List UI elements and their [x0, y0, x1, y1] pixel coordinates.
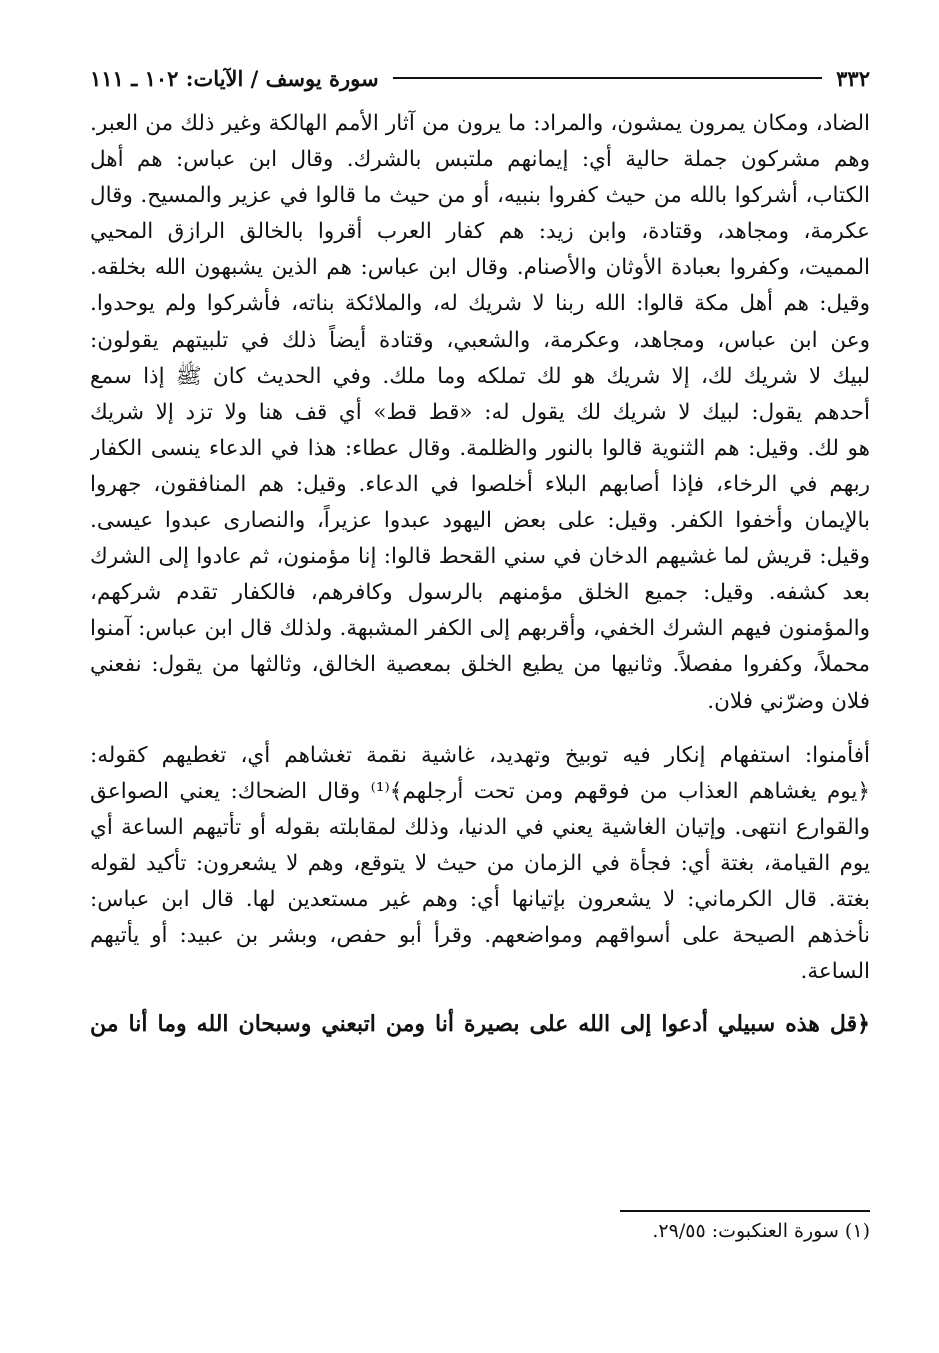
text-line: والمؤمنون فيهم الشرك الخفي، وأقربهم إلى الكفر المشبهة. ولذلك قال ابن عباس: آمنوا — [90, 616, 870, 642]
paragraph-gap — [90, 720, 870, 738]
text-line: الكتاب، أشركوا بالله من حيث كفروا بنبيه، أو من حيث ما قالوا في عزير والمسيح. وقال — [90, 183, 870, 209]
text-line: يوم القيامة، بغتة أي: فجأة في الزمان من حيث لا يتوقع، وهم لا يشعرون: تأكيد لقوله — [90, 850, 870, 876]
text-line: بعد كشفه. وقيل: جميع الخلق مؤمنهم بالرسول وكافرهم، فالكفار تقدم شركهم، — [90, 580, 870, 606]
text-line: الساعة. — [800, 959, 870, 985]
text-line: وقيل: قريش لما غشيهم الدخان في سني القحط قالوا: إنا مؤمنون، ثم عادوا إلى الشرك — [90, 544, 870, 570]
body-text — [90, 106, 870, 1042]
footnote: (١) سورة العنكبوت: ٢٩/٥٥. — [652, 1220, 870, 1242]
text-line: المميت، وكفروا بعبادة الأوثان والأصنام. وقال ابن عباس: هم الذين يشبهون الله بخلقه. — [90, 255, 870, 281]
text-line: ﴿يوم يغشاهم العذاب من فوقهم ومن تحت أرجلهم﴾⁽¹⁾ وقال الضحاك: يعني الصواعق — [90, 778, 870, 804]
running-title: سورة يوسف / الآيات: ١٠٢ ـ ١١١ — [90, 65, 379, 91]
text-line: أحدهم يقول: لبيك لا شريك لك يقول له: «قط قط» أي قف هنا ولا تزد إلا شريك — [90, 399, 870, 425]
text-line: والقوارع انتهى. وإتيان الغاشية يعني في الدنيا، وذلك لمقابلته بقوله أو تأتيهم الساعة أي — [90, 814, 870, 840]
text-line: الضاد، ومكان يمرون يمشون، والمراد: ما يرون من آثار الأمم الهالكة وغير ذلك من العبر. — [90, 111, 870, 136]
text-line: هو لك. وقيل: هم الثنوية قالوا بالنور والظلمة. وقال عطاء: هذا في الدعاء ينسى الكفار — [90, 435, 870, 461]
text-line: فلان وضرّني فلان. — [707, 688, 870, 714]
text-line: وعن ابن عباس، ومجاهد، وعكرمة، والشعبي، وقتادة أيضاً ذلك في تلبيتهم يقولون: — [90, 327, 870, 353]
page — [90, 60, 870, 1042]
header-rule — [393, 77, 823, 79]
text-line: وقيل: هم أهل مكة قالوا: الله ربنا لا شريك له، والملائكة بناته، فأشركوا ولم يوحدوا. — [90, 291, 870, 317]
text-line: بغتة. قال الكرماني: لا يشعرون بإتيانها أي: وهم غير مستعدين لها. قال ابن عباس: — [90, 886, 870, 912]
text-line: لبيك لا شريك لك، إلا شريك هو لك تملكه وما ملك. وفي الحديث كان ﷺ إذا سمع — [90, 363, 870, 389]
text-line: محملاً، وكفروا مفصلاً. وثانيها من يطيع الخلق بمعصية الخالق، وثالثها من يقول: نفعني — [90, 652, 870, 678]
running-header — [90, 60, 870, 96]
paragraph-2 — [90, 738, 870, 991]
text-line: ربهم في الرخاء، فإذا أصابهم البلاء أخلصوا في الدعاء. وقيل: هم المنافقون، جهروا — [90, 471, 870, 497]
text-line: أفأمنوا: استفهام إنكار فيه توبيخ وتهديد، غاشية نقمة تغشاهم أي، تغطيهم كقوله: — [90, 742, 870, 768]
text-line: عكرمة، ومجاهد، وقتادة، وابن زيد: هم كفار العرب أقروا بالخالق الرازق المحيي — [90, 219, 870, 245]
text-line: بالإيمان وأخفوا الكفر. وقيل: على بعض اليهود عبدوا عزيراً، والنصارى عبدوا عيسى. — [90, 508, 870, 534]
text-line: نأخذهم الصيحة على أسواقهم ومواضعهم. وقرأ أبو حفص، وبشر بن عبيد: أو يأتيهم — [90, 923, 870, 949]
page-number: ٣٣٢ — [836, 65, 870, 91]
quran-verse: ﴿قل هذه سبيلي أدعوا إلى الله على بصيرة أنا ومن اتبعني وسبحان الله وما أنا من — [90, 1011, 870, 1038]
paragraph-1 — [90, 106, 870, 720]
text-line: وهم مشركون جملة حالية أي: إيمانهم ملتبس بالشرك. وقال ابن عباس: هم أهل — [90, 147, 870, 173]
footnote-rule — [620, 1210, 870, 1212]
